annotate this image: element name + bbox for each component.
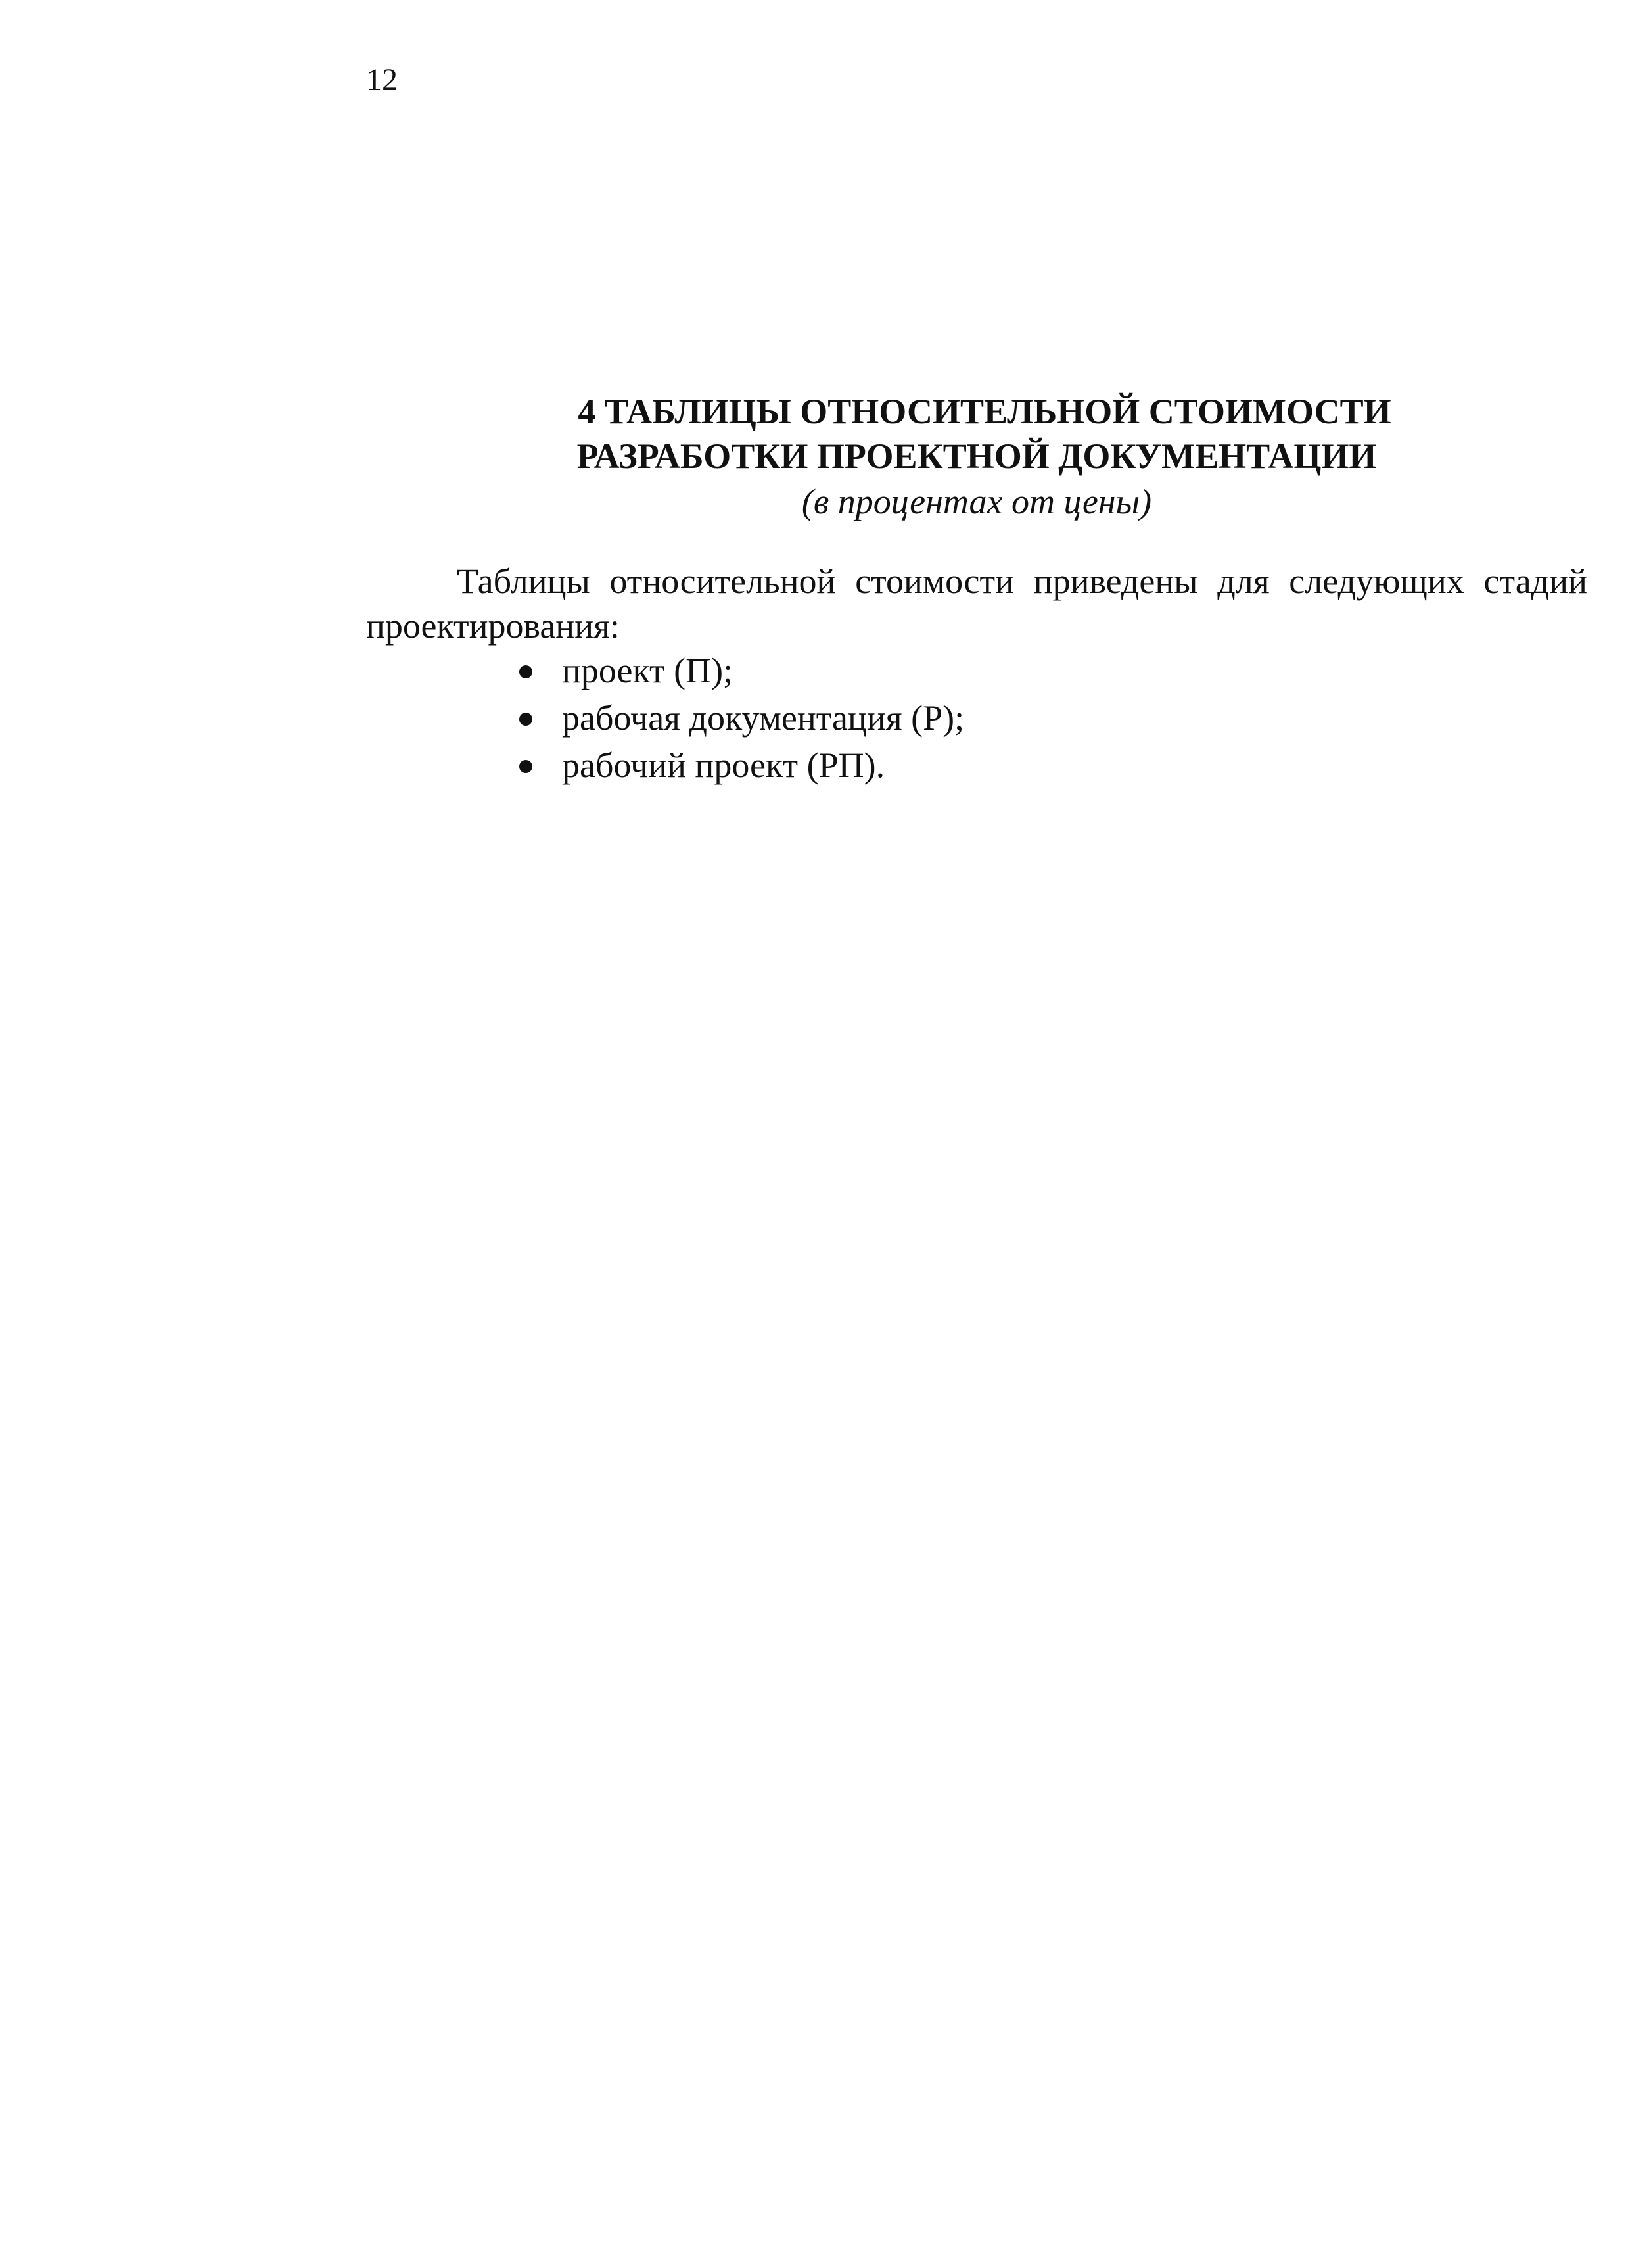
intro-paragraph-line-1: Таблицы относительной стоимости приведены для следующих стадий (457, 561, 1587, 601)
list-item-label: рабочая документация (Р); (562, 698, 965, 738)
list-item-label: проект (П); (562, 651, 733, 690)
bullet-icon (519, 760, 532, 773)
intro-paragraph-line-2: проектирования: (366, 606, 620, 646)
section-subtitle: (в процентах от цены) (801, 482, 1152, 521)
bullet-icon (519, 713, 532, 726)
section-heading (366, 389, 1587, 525)
intro-paragraph (366, 559, 1587, 648)
bullet-icon (519, 665, 532, 678)
page-number: 12 (366, 62, 398, 97)
list-item-label: рабочий проект (РП). (562, 745, 885, 785)
section-title-line-2: РАЗРАБОТКИ ПРОЕКТНОЙ ДОКУМЕНТАЦИИ (576, 437, 1377, 476)
section-title-line-1: 4 ТАБЛИЦЫ ОТНОСИТЕЛЬНОЙ СТОИМОСТИ (578, 392, 1391, 431)
